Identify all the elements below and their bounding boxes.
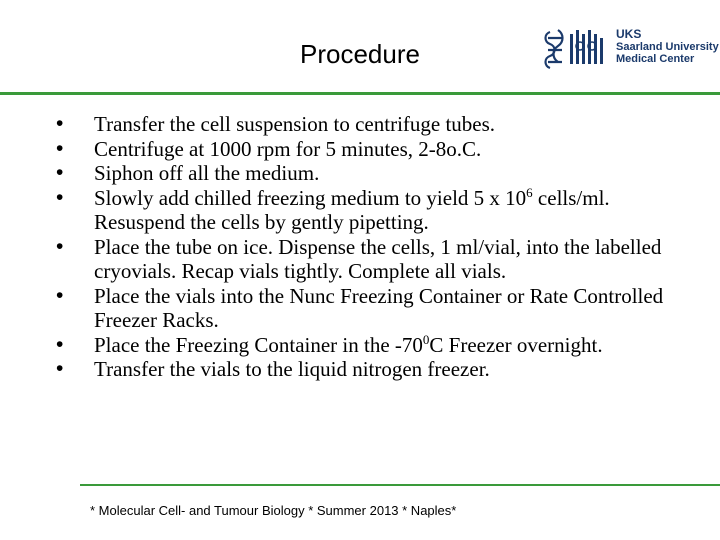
bullet: • <box>56 283 64 307</box>
step-text: Transfer the cell suspension to centrifuge tubes. <box>94 112 496 136</box>
bullet: • <box>56 357 64 380</box>
list-item <box>50 235 670 284</box>
step-text: Siphon off all the medium. <box>94 161 320 185</box>
bullet: • <box>56 136 64 160</box>
list-item <box>50 137 670 162</box>
logo-line-uks: UKS <box>616 27 642 41</box>
step-text: Centrifuge at 1000 rpm for 5 minutes, 2-8o.C. <box>94 136 482 161</box>
list-item <box>50 284 670 333</box>
procedure-list <box>50 112 670 382</box>
top-divider <box>0 92 720 95</box>
step-text: Place the tube on ice. Dispense the cells, 1 ml/vial, into the labelled cryovials. Recap vials tightly. Complete all vials. <box>94 234 662 283</box>
bottom-divider <box>80 484 720 486</box>
step-text: Place the vials into the Nunc Freezing Container or Rate Controlled Freezer Racks. <box>94 283 664 332</box>
step-text <box>94 333 603 357</box>
step-text-before: Slowly add chilled freezing medium to yield 5 x 10 <box>94 185 527 210</box>
logo-line-center: Medical Center <box>616 53 695 65</box>
list-item <box>50 333 670 358</box>
bullet: • <box>56 112 64 135</box>
list-item <box>50 161 670 186</box>
logo-wordmark <box>616 28 719 66</box>
logo-line-university: Saarland University <box>616 40 719 53</box>
bullet: • <box>56 185 64 209</box>
bullet: • <box>56 161 64 184</box>
list-item <box>50 357 670 382</box>
list-item <box>50 112 670 137</box>
list-item <box>50 186 670 235</box>
slide-footer: * Molecular Cell- and Tumour Biology * Summer 2013 * Naples* <box>90 503 457 518</box>
university-emblem-icon <box>540 24 610 72</box>
step-text-after: cells/ml. Resuspend the cells by gently pipetting. <box>94 185 610 234</box>
superscript: 6 <box>526 184 533 200</box>
step-text: Transfer the vials to the liquid nitrogen freezer. <box>94 357 490 381</box>
step-text-after: C Freezer overnight. <box>429 332 603 357</box>
step-text <box>94 186 610 235</box>
bullet: • <box>56 234 64 258</box>
step-text-before: Place the Freezing Container in the -70 <box>94 332 423 357</box>
uks-logo <box>540 24 719 72</box>
superscript: 0 <box>422 331 430 347</box>
slide-title: Procedure <box>300 39 420 69</box>
bullet: • <box>56 332 64 356</box>
